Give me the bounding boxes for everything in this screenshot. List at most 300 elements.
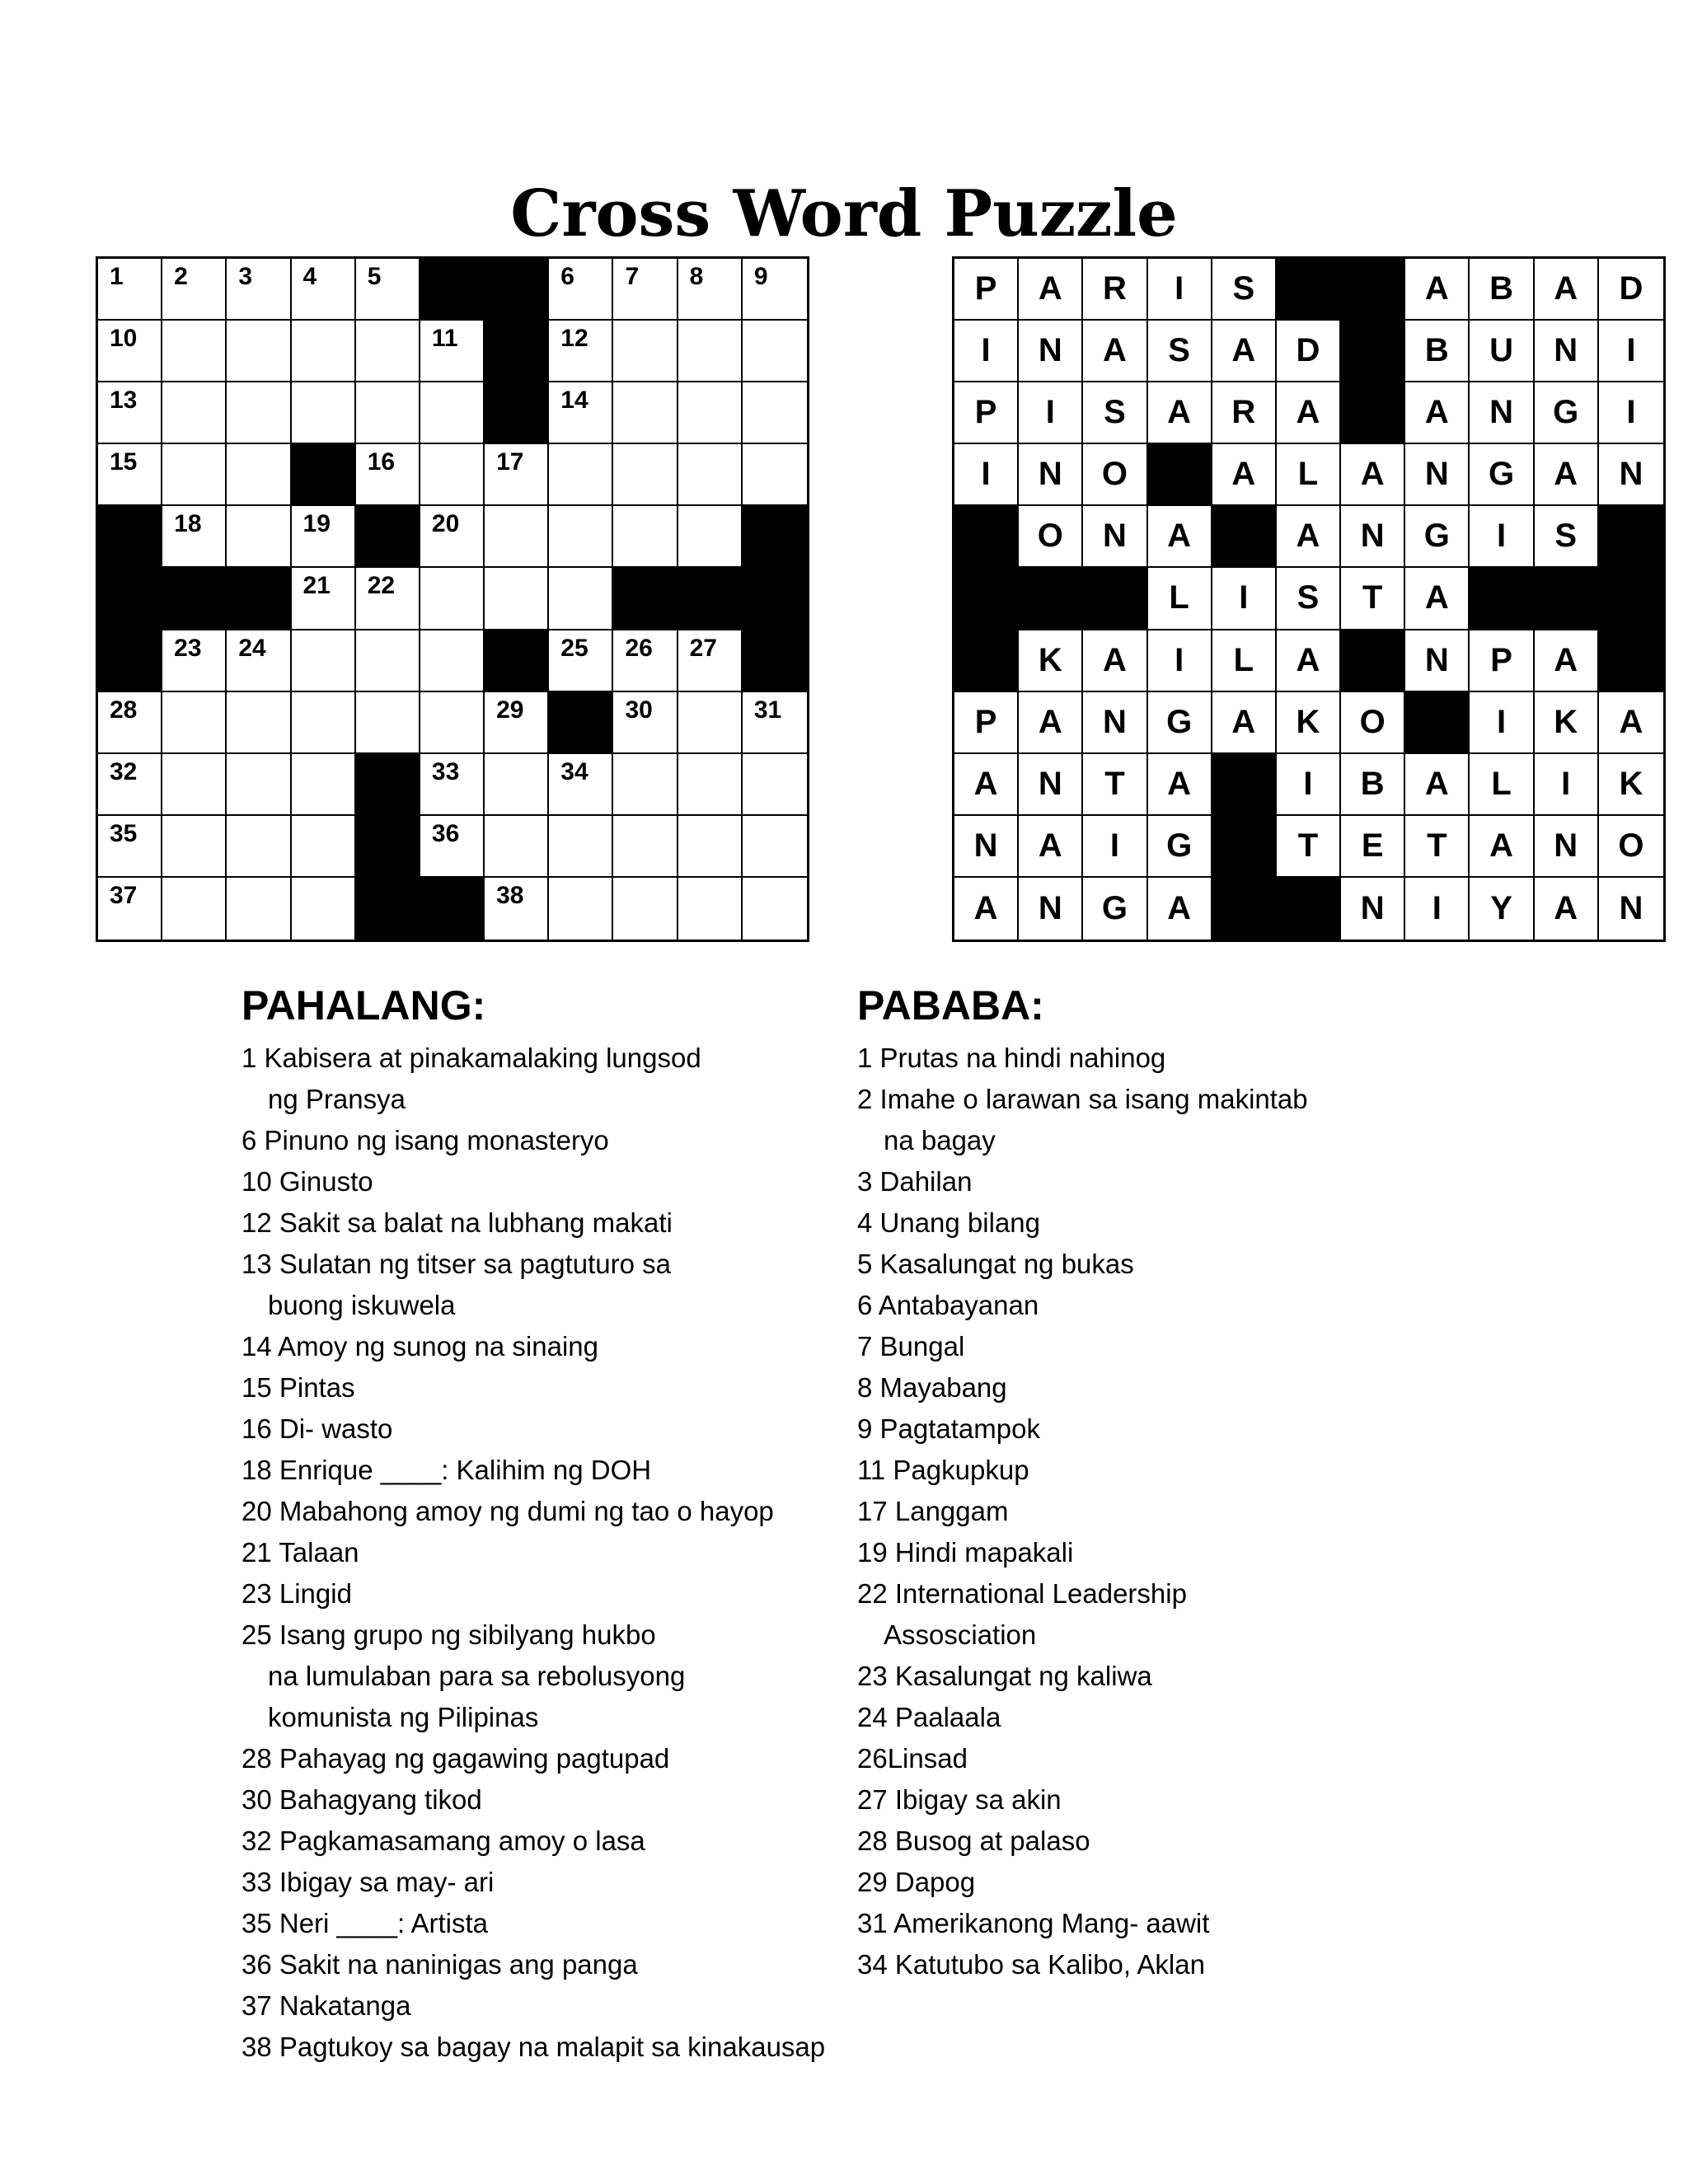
across-clue [241,1903,868,1944]
grid-cell[interactable] [613,630,678,692]
across-clues-section [241,977,868,2068]
answer-cell [1405,878,1470,940]
answer-letter: P [1490,641,1512,678]
black-square [485,321,549,382]
clue-text: 6 Antabayanan [857,1290,1039,1320]
answer-cell [1019,816,1083,878]
answer-letter: A [1296,394,1320,431]
clue-text: 12 Sakit sa balat na lubhang makati [241,1207,673,1238]
clue-text: 8 Mayabang [857,1372,1007,1403]
down-clue-list [857,1038,1484,1985]
answer-letter: A [1231,703,1256,740]
clue-text: 10 Ginusto [241,1166,373,1197]
grid-cell[interactable] [420,506,485,568]
black-square [1599,506,1663,568]
grid-cell[interactable] [420,568,485,630]
answer-letter: A [1424,579,1449,616]
answer-letter: N [1103,518,1127,555]
grid-cell[interactable] [356,630,420,692]
clue-text: 21 Talaan [241,1537,359,1568]
clue-text: 26Linsad [857,1743,968,1774]
grid-cell[interactable] [743,321,807,382]
black-square [485,382,549,444]
answer-letter: N [973,827,998,864]
grid-cell[interactable] [292,382,356,444]
grid-cell[interactable] [613,259,678,321]
grid-cell[interactable] [227,444,291,506]
grid-cell[interactable] [420,692,485,754]
grid-cell[interactable] [227,878,291,940]
grid-cell[interactable] [227,816,291,878]
grid-cell[interactable] [162,630,227,692]
grid-cell[interactable] [356,692,420,754]
answer-cell [1019,754,1083,816]
clue-text: 2 Imahe o larawan sa isang makintab [857,1084,1308,1114]
black-square [954,630,1019,692]
grid-cell[interactable] [549,816,613,878]
answer-letter: G [1553,394,1579,431]
answer-cell [1277,506,1341,568]
clue-text: 23 Kasalungat ng kaliwa [857,1661,1152,1691]
grid-cell[interactable] [292,816,356,878]
answer-cell [1341,816,1405,878]
clue-number: 27 [689,634,717,662]
down-clue [857,1821,1484,1862]
grid-cell[interactable] [613,506,678,568]
clue-number: 8 [689,263,704,290]
grid-cell[interactable] [549,568,613,630]
answer-cell [1083,878,1147,940]
answer-letter: N [1360,889,1385,926]
clue-text: 11 Pagkupkup [857,1455,1029,1485]
answer-cell [1212,692,1277,754]
grid-cell[interactable] [420,816,485,878]
answer-cell [1405,321,1470,382]
grid-cell[interactable] [420,444,485,506]
clue-text: 33 Ibigay sa may- ari [241,1867,495,1897]
answer-cell [1405,754,1470,816]
answer-letter: A [1296,518,1320,555]
grid-cell[interactable] [98,754,162,816]
grid-cell[interactable] [743,692,807,754]
grid-cell[interactable] [98,382,162,444]
down-clue [857,1573,1484,1656]
grid-cell[interactable] [292,630,356,692]
grid-cell[interactable] [485,692,549,754]
grid-cell[interactable] [743,754,807,816]
grid-cell[interactable] [678,321,743,382]
black-square [292,444,356,506]
grid-cell[interactable] [678,382,743,444]
grid-cell[interactable] [678,506,743,568]
black-square [485,259,549,321]
grid-cell[interactable] [292,692,356,754]
grid-cell[interactable] [98,259,162,321]
grid-cell[interactable] [98,692,162,754]
answer-cell [1535,382,1599,444]
answer-letter: I [1109,827,1119,864]
answer-cell [1341,692,1405,754]
grid-cell[interactable] [356,259,420,321]
clue-text-continuation: na lumulaban para sa rebolusyong [268,1661,686,1691]
down-clue [857,1408,1484,1450]
answer-letter: B [1489,270,1513,307]
grid-cell[interactable] [292,321,356,382]
answer-letter: I [981,456,991,493]
clue-text: 28 Busog at palaso [857,1825,1090,1856]
grid-cell[interactable] [743,259,807,321]
answer-letter: R [1231,394,1256,431]
answer-letter: A [1103,641,1127,678]
black-square [1599,630,1663,692]
black-square [613,568,678,630]
answer-letter: G [1423,518,1450,555]
answer-letter: A [1038,270,1062,307]
grid-cell[interactable] [227,692,291,754]
grid-cell[interactable] [356,382,420,444]
grid-cell[interactable] [549,630,613,692]
answer-cell [1212,321,1277,382]
answer-cell [1148,259,1212,321]
grid-cell[interactable] [678,754,743,816]
answer-letter: A [973,889,998,926]
across-clue [241,1491,868,1532]
clue-number: 24 [238,634,266,662]
answer-cell [1599,692,1663,754]
black-square [227,568,291,630]
answer-cell [1470,259,1534,321]
grid-cell[interactable] [549,506,613,568]
answer-cell [1083,816,1147,878]
answer-letter: S [1554,518,1578,555]
grid-cell[interactable] [356,444,420,506]
clue-text: 13 Sulatan ng titser sa pagtuturo sa [241,1249,672,1279]
answer-letter: K [1619,765,1643,802]
black-square [1535,568,1599,630]
answer-cell [1019,692,1083,754]
grid-cell[interactable] [743,878,807,940]
clue-text-continuation: buong iskuwela [268,1290,456,1320]
clue-number: 4 [302,263,317,290]
grid-cell[interactable] [743,382,807,444]
answer-cell [1405,444,1470,506]
answer-cell [1405,568,1470,630]
answer-letter: I [1561,765,1571,802]
answer-cell [1599,382,1663,444]
answer-letter: T [1297,827,1319,864]
clue-text: 19 Hindi mapakali [857,1537,1074,1568]
grid-cell[interactable] [678,259,743,321]
grid-cell[interactable] [549,878,613,940]
grid-cell[interactable] [292,878,356,940]
grid-cell[interactable] [485,816,549,878]
across-clue [241,1779,868,1821]
down-clues-section [857,977,1484,1985]
grid-cell[interactable] [98,444,162,506]
answer-letter: G [1488,456,1515,493]
clue-number: 5 [367,263,382,290]
grid-cell[interactable] [162,816,227,878]
answer-cell [1470,506,1534,568]
answer-letter: N [1038,889,1062,926]
grid-cell[interactable] [678,692,743,754]
grid-cell[interactable] [485,568,549,630]
answer-cell [1405,506,1470,568]
across-clue [241,1985,868,2027]
answer-letter: A [973,765,998,802]
grid-cell[interactable] [162,692,227,754]
clue-number: 35 [110,819,138,847]
down-clue [857,1779,1484,1821]
grid-cell[interactable] [162,754,227,816]
answer-letter: E [1361,827,1384,864]
clue-number: 18 [174,510,202,538]
answer-cell [1599,754,1663,816]
down-clue [857,1738,1484,1779]
grid-cell[interactable] [613,382,678,444]
answer-cell [1277,382,1341,444]
answer-cell [1277,630,1341,692]
across-heading: PAHALANG: [241,982,486,1029]
grid-cell[interactable] [292,754,356,816]
grid-cell[interactable] [549,754,613,816]
answer-letter: U [1489,332,1513,369]
grid-cell[interactable] [162,878,227,940]
answer-cell [1535,692,1599,754]
answer-cell [1083,259,1147,321]
grid-cell[interactable] [613,444,678,506]
answer-cell [1019,630,1083,692]
grid-cell[interactable] [227,259,291,321]
answer-letter: A [1424,765,1449,802]
answer-cell [1341,878,1405,940]
answer-cell [1470,321,1534,382]
black-square [356,816,420,878]
clue-number: 22 [367,572,396,600]
grid-cell[interactable] [549,259,613,321]
answer-cell [1470,816,1534,878]
grid-cell[interactable] [356,321,420,382]
answer-letter: G [1101,889,1128,926]
answer-letter: Y [1490,889,1512,926]
grid-cell[interactable] [485,506,549,568]
answer-letter: A [1167,765,1192,802]
answer-cell [954,321,1019,382]
across-clue [241,1202,868,1244]
clue-number: 3 [238,263,253,290]
grid-cell[interactable] [743,444,807,506]
answer-letter: A [1038,827,1062,864]
grid-cell[interactable] [678,816,743,878]
down-clue [857,1903,1484,1944]
down-clue [857,1161,1484,1202]
grid-cell[interactable] [743,816,807,878]
grid-cell[interactable] [549,382,613,444]
grid-cell[interactable] [292,568,356,630]
clue-number: 9 [753,263,768,290]
clue-text: 35 Neri ____: Artista [241,1908,488,1938]
answer-cell [1083,754,1147,816]
grid-cell[interactable] [162,382,227,444]
black-square [162,568,227,630]
answer-cell [1341,506,1405,568]
clue-text: 38 Pagtukoy sa bagay na malapit sa kinakausap [241,2032,826,2062]
answer-cell [1599,816,1663,878]
clue-text: 20 Mabahong amoy ng dumi ng tao o hayop [241,1496,774,1526]
grid-cell[interactable] [356,568,420,630]
clue-text: 24 Paalaala [857,1702,1001,1732]
answer-cell [1148,568,1212,630]
clue-number: 2 [174,263,188,290]
clue-number: 6 [560,263,574,290]
answer-cell [1148,630,1212,692]
clue-text: 25 Isang grupo ng sibilyang hukbo [241,1619,656,1650]
answer-letter: S [1168,332,1190,369]
grid-cell[interactable] [485,444,549,506]
answer-letter: O [1359,703,1386,740]
grid-cell[interactable] [420,321,485,382]
answer-letter: A [1038,703,1062,740]
clue-number: 16 [367,448,396,476]
grid-cell[interactable] [227,506,291,568]
answer-cell [1470,382,1534,444]
answer-letter: A [1167,518,1192,555]
across-clue-list [241,1038,868,2068]
answer-letter: O [1101,456,1128,493]
grid-cell[interactable] [613,692,678,754]
down-clue [857,1202,1484,1244]
answer-cell [1083,506,1147,568]
answer-cell [1083,321,1147,382]
answer-cell [1148,382,1212,444]
grid-cell[interactable] [98,816,162,878]
clue-text: 34 Katutubo sa Kalibo, Aklan [857,1949,1205,1980]
grid-cell[interactable] [162,259,227,321]
grid-cell[interactable] [227,754,291,816]
grid-cell[interactable] [549,321,613,382]
clue-text: 28 Pahayag ng gagawing pagtupad [241,1743,670,1774]
answer-letter: I [981,332,991,369]
clue-number: 17 [496,448,524,476]
answer-cell [1535,259,1599,321]
answer-letter: G [1166,703,1193,740]
grid-cell[interactable] [485,878,549,940]
grid-cell[interactable] [549,444,613,506]
clue-text: 1 Prutas na hindi nahinog [857,1043,1166,1073]
answer-key-grid [952,256,1666,942]
answer-letter: A [1424,394,1449,431]
answer-letter: R [1103,270,1127,307]
answer-cell [1470,754,1534,816]
grid-cell[interactable] [678,630,743,692]
down-clue [857,1244,1484,1285]
answer-letter: A [1554,641,1578,678]
answer-letter: D [1619,270,1643,307]
clue-text: 4 Unang bilang [857,1207,1041,1238]
answer-letter: A [1231,332,1256,369]
clue-number: 36 [431,819,460,847]
grid-cell[interactable] [98,321,162,382]
black-square [1212,754,1277,816]
answer-cell [1212,444,1277,506]
answer-letter: A [1296,641,1320,678]
down-clue [857,1367,1484,1408]
answer-cell [1212,568,1277,630]
clue-number: 30 [625,696,653,724]
answer-letter: A [1424,270,1449,307]
black-square [1148,444,1212,506]
answer-cell [1405,259,1470,321]
black-square [1212,816,1277,878]
across-clue [241,1244,868,1326]
grid-cell[interactable] [678,878,743,940]
grid-cell[interactable] [613,816,678,878]
grid-cell[interactable] [98,878,162,940]
answer-letter: N [1619,456,1643,493]
answer-cell [954,878,1019,940]
grid-cell[interactable] [613,878,678,940]
answer-cell [1277,444,1341,506]
grid-cell[interactable] [420,382,485,444]
answer-letter: A [1103,332,1127,369]
grid-cell[interactable] [162,444,227,506]
down-clue [857,1038,1484,1079]
black-square [1341,630,1405,692]
grid-cell[interactable] [485,754,549,816]
grid-cell[interactable] [420,630,485,692]
grid-cell[interactable] [292,259,356,321]
answer-cell [1277,754,1341,816]
grid-cell[interactable] [227,321,291,382]
clue-text-continuation: Assosciation [884,1619,1037,1650]
black-square [549,692,613,754]
grid-cell[interactable] [162,506,227,568]
clue-number: 20 [431,510,460,538]
clue-number: 32 [110,757,138,785]
clue-text: 15 Pintas [241,1372,355,1403]
answer-letter: S [1104,394,1126,431]
black-square [743,630,807,692]
grid-cell[interactable] [162,321,227,382]
answer-cell [1535,444,1599,506]
grid-cell[interactable] [292,506,356,568]
answer-cell [1148,878,1212,940]
answer-letter: K [1038,641,1062,678]
grid-cell[interactable] [227,382,291,444]
across-clue [241,1038,868,1120]
answer-cell [1470,444,1534,506]
clue-number: 10 [110,325,138,353]
clue-text: 30 Bahagyang tikod [241,1784,482,1815]
grid-cell[interactable] [227,630,291,692]
grid-cell[interactable] [420,754,485,816]
answer-cell [1405,630,1470,692]
answer-cell [1341,568,1405,630]
black-square [1405,692,1470,754]
across-clue [241,1615,868,1738]
grid-cell[interactable] [613,754,678,816]
grid-cell[interactable] [613,321,678,382]
answer-cell [954,444,1019,506]
answer-cell [1148,816,1212,878]
across-clue [241,1944,868,1985]
answer-letter: I [1626,332,1636,369]
answer-cell [1083,444,1147,506]
clue-number: 38 [496,881,524,909]
black-square [1341,382,1405,444]
answer-letter: A [1619,703,1643,740]
grid-cell[interactable] [678,444,743,506]
